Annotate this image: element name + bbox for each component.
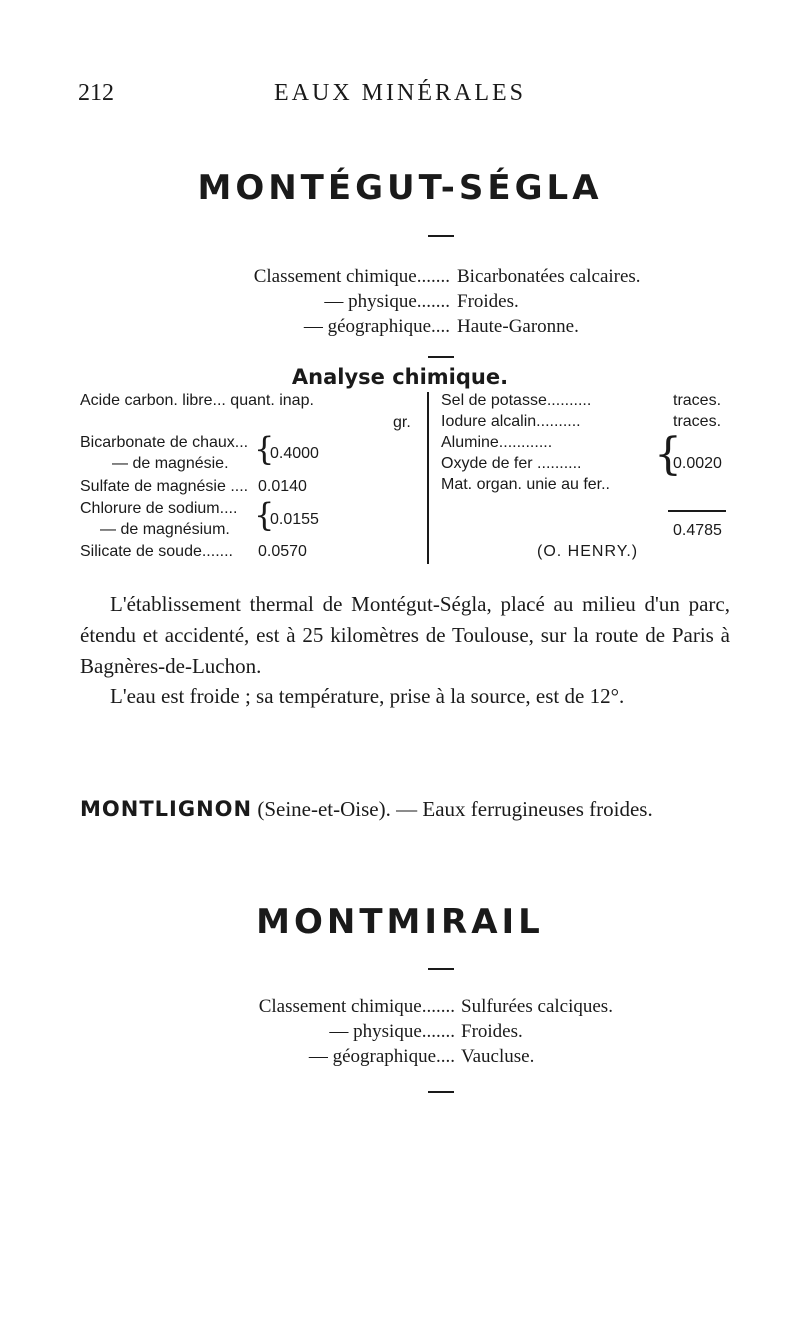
divider (428, 1091, 454, 1093)
paragraph-temperature: L'eau est froide ; sa température, prise à la source, est de 12°. (110, 684, 625, 708)
row-label-alumine: Alumine............ (441, 434, 553, 451)
classement-label-chimique: Classement chimique....... (253, 266, 450, 287)
classement-label-physique: — physique....... (324, 291, 450, 312)
section-title-montmirail: MONTMIRAIL (256, 902, 544, 942)
brace: { (654, 429, 682, 480)
row-value-sel-potasse: traces. (673, 392, 722, 409)
paragraph-etablissement: L'établissement thermal de Montégut-Ségla, placé au milieu d'un parc, étendu et accidenté, est à 25 kilomètres de Toulouse, sur la route de Paris à Bagnères-de-Luchon. (80, 592, 730, 678)
row-value-oxyde-fer: 0.0020 (673, 455, 722, 472)
row-label-oxyde-fer: Oxyde de fer .......... (441, 455, 582, 472)
row-label-bicarbonate-chaux: Bicarbonate de chaux... (80, 434, 249, 451)
analysis-author: (O. HENRY.) (537, 543, 639, 560)
analysis-title: Analyse chimique. (291, 365, 509, 389)
classement-value-physique: Froides. (457, 291, 519, 312)
row-value-bicarbonates: 0.4000 (270, 445, 319, 462)
row-value-iodure-alcalin: traces. (673, 413, 722, 430)
classement-label-physique-2: — physique....... (329, 1021, 455, 1042)
column-divider (427, 392, 429, 564)
row-value-sulfate-magnesie: 0.0140 (258, 478, 307, 495)
classement-label-chimique-2: Classement chimique....... (258, 996, 455, 1017)
row-label-mat-organ: Mat. organ. unie au fer.. (441, 476, 610, 493)
classement-value-chimique-2: Sulfurées calciques. (461, 996, 613, 1017)
page-number: 212 (78, 80, 114, 106)
classement-value-geographique-2: Vaucluse. (461, 1046, 535, 1067)
total-rule (668, 510, 726, 512)
classement-value-geographique: Haute-Garonne. (457, 316, 579, 337)
row-label-bicarbonate-magnesie: — de magnésie. (112, 455, 229, 472)
row-label-chlorure-magnesium: — de magnésium. (100, 521, 230, 538)
row-label-silicate-soude: Silicate de soude....... (80, 543, 233, 560)
row-value-silicate-soude: 0.0570 (258, 543, 307, 560)
running-title: EAUX MINÉRALES (274, 80, 526, 106)
brace: { (254, 496, 275, 534)
row-value-chlorures: 0.0155 (270, 511, 319, 528)
classement-value-chimique: Bicarbonatées calcaires. (457, 266, 641, 287)
brace: { (254, 430, 275, 468)
section-title-montegut: MONTÉGUT-SÉGLA (197, 168, 603, 208)
montlignon-text: (Seine-et-Oise). — Eaux ferrugineuses froides. (252, 797, 653, 821)
unit-label: gr. (393, 414, 411, 431)
divider (428, 235, 454, 237)
total-value: 0.4785 (673, 522, 722, 539)
row-label-chlorure-sodium: Chlorure de sodium.... (80, 500, 238, 517)
classement-label-geographique: — géographique.... (303, 316, 450, 337)
divider (428, 968, 454, 970)
row-label-sulfate-magnesie: Sulfate de magnésie .... (80, 478, 249, 495)
row-label-iodure-alcalin: Iodure alcalin.......... (441, 413, 581, 430)
montlignon-name: MONTLIGNON (80, 797, 253, 821)
row-label-sel-potasse: Sel de potasse.......... (441, 392, 592, 409)
classement-label-geographique-2: — géographique.... (308, 1046, 455, 1067)
acide-carbonique-row: Acide carbon. libre... quant. inap. (80, 392, 314, 409)
divider (428, 356, 454, 358)
classement-value-physique-2: Froides. (461, 1021, 523, 1042)
montlignon-entry (80, 794, 730, 825)
